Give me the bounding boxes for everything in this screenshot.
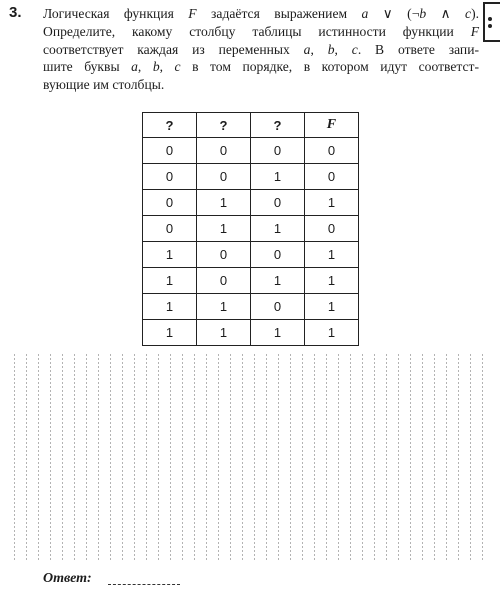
task-line-4: шите буквы a, b, c в том порядке, в котором идут соответст-: [43, 59, 480, 75]
table-cell: 0: [250, 242, 304, 268]
table-row: [143, 320, 359, 346]
table-cell: 0: [304, 164, 358, 190]
column-header-f: F: [304, 113, 358, 138]
table-cell: 0: [250, 294, 304, 320]
table-cell: 1: [196, 320, 250, 346]
answer-label: Ответ:: [43, 571, 92, 586]
table-cell: 0: [143, 138, 197, 164]
column-header-unknown-3: ?: [250, 113, 304, 138]
table-cell: 0: [143, 216, 197, 242]
truth-table-header-row: [143, 113, 359, 138]
table-cell: 1: [250, 164, 304, 190]
page-margin-marker: [483, 2, 500, 42]
table-cell: 1: [250, 216, 304, 242]
table-row: [143, 242, 359, 268]
truth-table: [142, 112, 359, 346]
task-line-1: Логическая функция F задаётся выражением a ∨ (¬b ∧ c).: [43, 6, 479, 21]
task-statement: [43, 5, 479, 94]
table-row: [143, 164, 359, 190]
table-cell: 1: [143, 268, 197, 294]
column-header-unknown-1: ?: [143, 113, 197, 138]
table-cell: 1: [304, 242, 358, 268]
table-cell: 1: [304, 268, 358, 294]
table-cell: 1: [250, 320, 304, 346]
table-cell: 1: [304, 190, 358, 216]
table-cell: 1: [304, 320, 358, 346]
scratch-grid[interactable]: [14, 352, 486, 560]
table-row: [143, 190, 359, 216]
task-line-5: вующие им столбцы.: [43, 77, 165, 93]
task-number: 3.: [9, 4, 22, 21]
answer-field[interactable]: [108, 584, 180, 585]
table-cell: 1: [143, 242, 197, 268]
table-cell: 0: [196, 242, 250, 268]
table-cell: 1: [304, 294, 358, 320]
table-cell: 1: [196, 190, 250, 216]
table-row: [143, 138, 359, 164]
table-cell: 1: [143, 320, 197, 346]
task-line-3: соответствует каждая из переменных a, b, c. В ответе запи-: [43, 41, 480, 57]
table-cell: 0: [250, 190, 304, 216]
table-cell: 0: [143, 164, 197, 190]
table-row: [143, 216, 359, 242]
table-row: [143, 268, 359, 294]
table-cell: 1: [250, 268, 304, 294]
table-cell: 1: [143, 294, 197, 320]
table-cell: 1: [196, 294, 250, 320]
table-cell: 1: [196, 216, 250, 242]
table-cell: 0: [196, 268, 250, 294]
table-cell: 0: [196, 164, 250, 190]
table-cell: 0: [143, 190, 197, 216]
table-cell: 0: [250, 138, 304, 164]
table-cell: 0: [304, 138, 358, 164]
column-header-unknown-2: ?: [196, 113, 250, 138]
table-cell: 0: [304, 216, 358, 242]
task-line-2: Определите, какому столбцу таблицы истинности функции F: [43, 23, 479, 39]
table-cell: 0: [196, 138, 250, 164]
table-row: [143, 294, 359, 320]
